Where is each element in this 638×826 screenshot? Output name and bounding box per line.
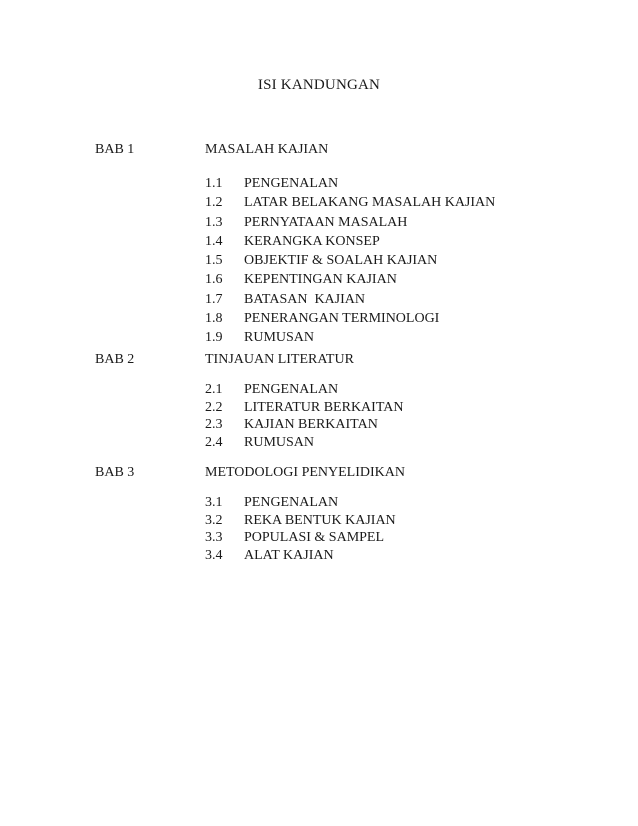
section-title: LITERATUR BERKAITAN — [244, 399, 404, 415]
section-number: 1.2 — [205, 195, 223, 211]
section-title: PENGENALAN — [244, 495, 339, 510]
section-item — [95, 512, 595, 530]
section-item — [95, 290, 595, 309]
section-list — [95, 494, 595, 564]
section-item — [95, 434, 595, 452]
section-list — [95, 381, 595, 451]
section-item — [95, 270, 595, 289]
chapter-heading — [95, 351, 595, 369]
chapter-title: TINJAUAN LITERATUR — [205, 352, 354, 367]
section-item — [95, 547, 595, 565]
section-list — [95, 174, 595, 348]
section-title: KEPENTINGAN KAJIAN — [244, 272, 397, 288]
section-item — [95, 174, 595, 193]
section-number: 3.4 — [205, 547, 223, 563]
section-number: 2.3 — [205, 417, 223, 432]
section-title: REKA BENTUK KAJIAN — [244, 512, 396, 528]
section-title: OBJEKTIF & SOALAH KAJIAN — [244, 253, 438, 269]
section-title: BATASAN KAJIAN — [244, 291, 365, 307]
chapter-label: BAB 3 — [95, 465, 135, 480]
section-number: 1.6 — [205, 272, 223, 288]
chapter-title: MASALAH KAJIAN — [205, 142, 329, 157]
section-item — [95, 416, 595, 434]
section-number: 1.3 — [205, 214, 223, 230]
section-number: 1.7 — [205, 291, 223, 307]
section-title: ALAT KAJIAN — [244, 547, 334, 563]
section-item — [95, 328, 595, 347]
section-number: 2.2 — [205, 399, 223, 415]
section-number: 2.4 — [205, 434, 223, 450]
chapter-heading — [95, 141, 595, 159]
section-number: 1.4 — [205, 233, 223, 249]
section-number: 1.5 — [205, 253, 223, 269]
section-item — [95, 399, 595, 417]
section-number: 1.9 — [205, 330, 223, 346]
section-number: 3.2 — [205, 512, 223, 528]
chapter-heading — [95, 464, 595, 482]
section-item — [95, 494, 595, 512]
section-title: RUMUSAN — [244, 434, 315, 450]
section-title: PENERANGAN TERMINOLOGI — [244, 311, 440, 327]
section-title: RUMUSAN — [244, 330, 315, 346]
section-item — [95, 251, 595, 270]
section-item — [95, 213, 595, 232]
section-item — [95, 309, 595, 328]
section-title: PERNYATAAN MASALAH — [244, 214, 408, 230]
section-number: 1.8 — [205, 311, 223, 327]
section-number: 1.1 — [205, 176, 223, 191]
chapter-label: BAB 2 — [95, 352, 135, 367]
chapter-bab-2 — [95, 351, 595, 451]
chapter-bab-3 — [95, 464, 595, 564]
section-number: 2.1 — [205, 382, 223, 397]
section-item — [95, 232, 595, 251]
chapter-label: BAB 1 — [95, 142, 135, 157]
section-item — [95, 193, 595, 212]
section-item — [95, 529, 595, 547]
section-title: LATAR BELAKANG MASALAH KAJIAN — [244, 195, 496, 211]
section-item — [95, 381, 595, 399]
section-number: 3.3 — [205, 530, 223, 545]
section-title: PENGENALAN — [244, 176, 339, 191]
section-title: KAJIAN BERKAITAN — [244, 417, 378, 432]
page-title: ISI KANDUNGAN — [257, 77, 381, 93]
chapter-title: METODOLOGI PENYELIDIKAN — [205, 465, 405, 480]
section-title: PENGENALAN — [244, 382, 339, 397]
section-title: POPULASI & SAMPEL — [244, 530, 385, 545]
section-number: 3.1 — [205, 495, 223, 510]
section-title: KERANGKA KONSEP — [244, 233, 380, 249]
chapter-bab-1 — [95, 141, 595, 348]
